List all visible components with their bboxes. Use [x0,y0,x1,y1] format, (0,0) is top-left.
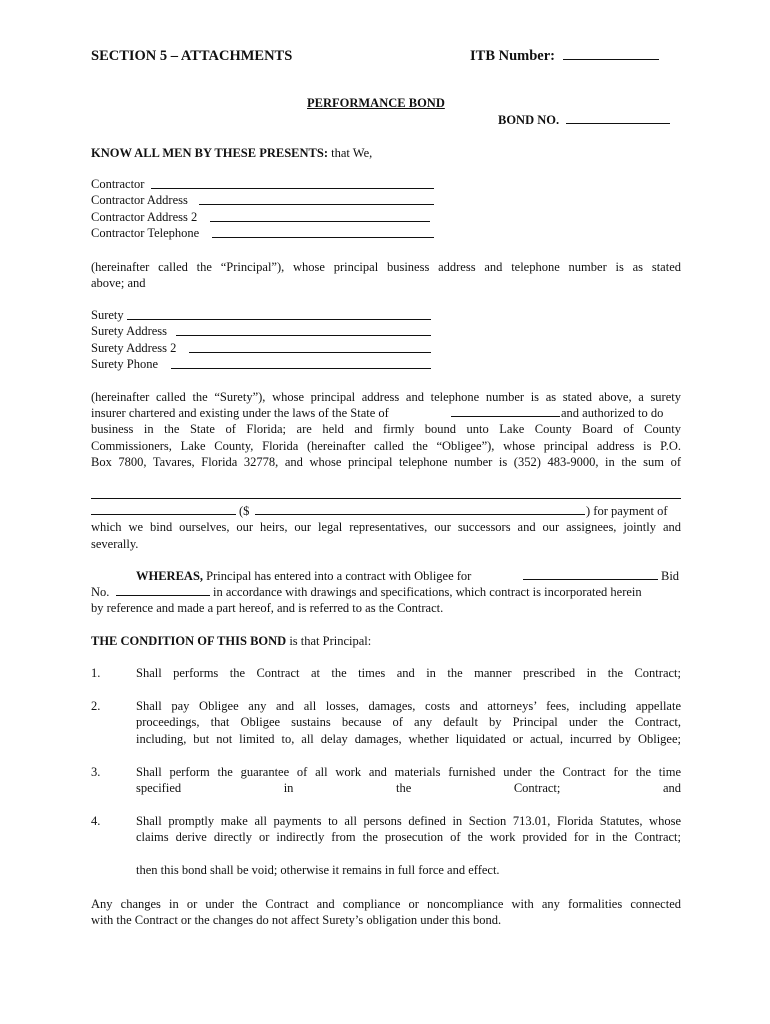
contractor-address-field: Contractor Address [91,193,188,207]
surety-address-blank[interactable] [176,335,431,336]
surety-phone-blank[interactable] [171,368,431,369]
sum-in-words-blank-2[interactable] [91,514,236,515]
whereas-line: in accordance with drawings and specifications, which contract is incorporated herein [213,585,642,599]
whereas-line: by reference and made a part hereof, and is referred to as the Contract. [91,601,444,615]
principal-para-line: (hereinafter called the “Principal”), whose principal business address and telephone number is as stated [91,260,681,274]
list-item: claims derive directly or indirectly from the prosecution of the work provided for in the Contract; [136,830,681,844]
contractor-address-blank[interactable] [199,204,434,205]
contractor-telephone-blank[interactable] [212,237,434,238]
list-item: specified in the Contract; and [136,781,681,795]
surety-address-2-blank[interactable] [189,352,431,353]
itb-number-field: ITB Number: [470,48,659,65]
surety-para-line: (hereinafter called the “Surety”), whose principal address and telephone number is as stated above, a surety [91,390,681,404]
surety-address-2-field: Surety Address 2 [91,341,177,355]
surety-para-line: insurer chartered and existing under the laws of the State of [91,406,389,420]
whereas-line: No. [91,585,110,599]
surety-blank[interactable] [127,319,431,320]
contractor-field: Contractor [91,177,145,191]
itb-number-blank[interactable] [563,48,659,60]
principal-para-line: above; and [91,276,146,290]
contractor-address-2-field: Contractor Address 2 [91,210,198,224]
list-item: proceedings, that Obligee sustains because of any default by Principal under the Contract, [136,715,681,729]
changes-para-line: with the Contract or the changes do not affect Surety’s obligation under this bond. [91,913,502,927]
sum-in-words-blank[interactable] [91,498,681,499]
item-number: 4. [91,814,101,828]
sum-para-line: severally. [91,537,139,551]
item-number: 2. [91,699,101,713]
intro-line: KNOW ALL MEN BY THESE PRESENTS: that We, [91,146,373,160]
list-item: Shall pay Obligee any and all losses, damages, costs and attorneys’ fees, including appellate [136,699,681,713]
contractor-blank[interactable] [151,188,434,189]
changes-para-line: Any changes in or under the Contract and compliance or noncompliance with any formalities connected [91,897,681,911]
sum-para-line: ) for payment of [586,504,668,518]
sum-para-line: ($ [239,504,250,518]
list-item: Shall performs the Contract at the times and in the manner prescribed in the Contract; [136,666,681,680]
surety-field: Surety [91,308,124,322]
contractor-telephone-field: Contractor Telephone [91,226,200,240]
whereas-line: WHEREAS, Principal has entered into a contract with Obligee for [136,569,472,583]
list-item: Shall perform the guarantee of all work and materials furnished under the Contract for the time [136,765,681,779]
surety-phone-field: Surety Phone [91,357,159,371]
contractor-address-2-blank[interactable] [210,221,430,222]
state-of-charter-blank[interactable] [451,416,560,417]
contract-for-blank[interactable] [523,579,658,580]
bond-number-field: BOND NO. [498,112,670,129]
section-heading: SECTION 5 – ATTACHMENTS [91,48,293,64]
surety-para-line: Commissioners, Lake County, Florida (hereinafter called the “Obligee”), whose principal address is P.O. [91,439,681,453]
surety-para-line: Box 7800, Tavares, Florida 32778, and whose principal telephone number is (352) 483-9000, in the sum of [91,455,681,469]
list-item: including, but not limited to, all delay damages, whether liquidated or actual, incurred by Obligee; [136,732,681,746]
whereas-line: Bid [661,569,680,583]
sum-amount-blank[interactable] [255,514,585,515]
surety-para-line: business in the State of Florida; are held and firmly bound unto Lake County Board of County [91,422,681,436]
item-number: 1. [91,666,101,680]
document-title: PERFORMANCE BOND [307,96,445,110]
list-item: Shall promptly make all payments to all persons defined in Section 713.01, Florida Statutes, whose [136,814,681,828]
sum-para-line: which we bind ourselves, our heirs, our legal representatives, our successors and our assignees, jointly and [91,520,681,534]
void-clause: then this bond shall be void; otherwise it remains in full force and effect. [136,863,500,877]
item-number: 3. [91,765,101,779]
surety-para-line: and authorized to do [561,406,664,420]
bond-number-blank[interactable] [566,112,670,124]
bid-number-blank[interactable] [116,595,210,596]
surety-address-field: Surety Address [91,324,168,338]
condition-heading: THE CONDITION OF THIS BOND is that Principal: [91,634,372,648]
